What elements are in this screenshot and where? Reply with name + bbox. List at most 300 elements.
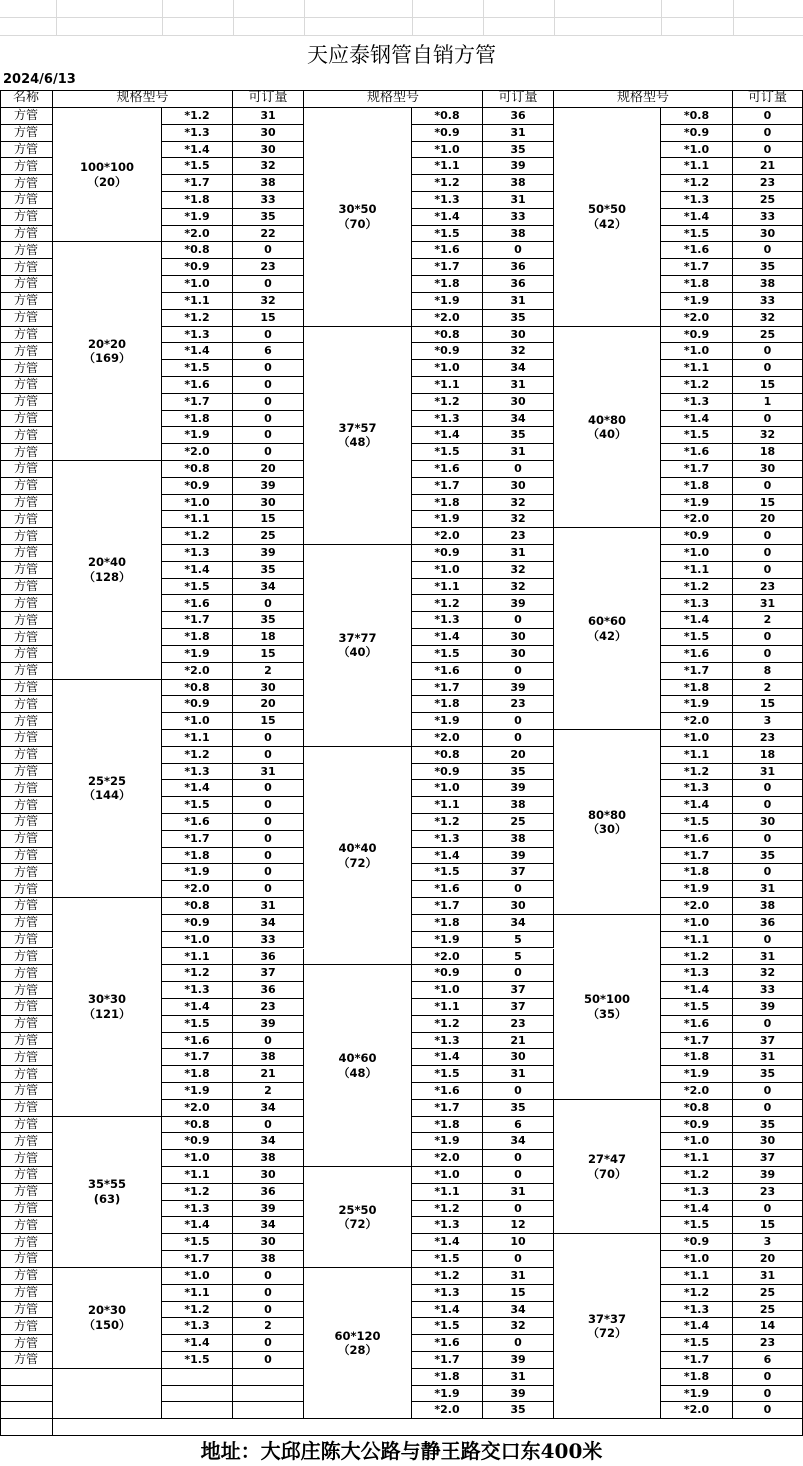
quantity-cell: 0 (233, 780, 304, 797)
thickness-cell: *1.8 (162, 848, 233, 865)
quantity-cell: 25 (733, 1302, 803, 1319)
thickness-cell: *1.3 (661, 394, 733, 411)
thickness-cell: *1.6 (412, 1335, 483, 1352)
spec-size: 30*50 (338, 202, 377, 217)
quantity-cell: 0 (733, 562, 803, 579)
thickness-cell: *1.9 (412, 713, 483, 730)
product-name-cell: 方管 (0, 175, 53, 192)
quantity-cell: 0 (733, 125, 803, 142)
quantity-cell: 31 (483, 192, 554, 209)
thickness-cell: *1.4 (162, 1335, 233, 1352)
quantity-cell: 34 (233, 579, 304, 596)
quantity-cell: 21 (233, 1066, 304, 1083)
quantity-cell: 36 (233, 982, 304, 999)
quantity-cell: 15 (233, 511, 304, 528)
thickness-cell: *1.0 (162, 495, 233, 512)
quantity-cell: 0 (233, 377, 304, 394)
quantity-cell: 0 (483, 612, 554, 629)
quantity-cell: 0 (233, 394, 304, 411)
quantity-cell: 0 (233, 831, 304, 848)
thickness-cell: *0.9 (162, 259, 233, 276)
thickness-cell: *1.3 (661, 965, 733, 982)
thickness-cell: *0.8 (412, 747, 483, 764)
quantity-cell: 30 (483, 394, 554, 411)
thickness-cell: *1.9 (661, 495, 733, 512)
product-name-cell: 方管 (0, 1167, 53, 1184)
quantity-cell: 0 (233, 276, 304, 293)
thickness-cell: *1.9 (661, 293, 733, 310)
quantity-cell: 0 (233, 411, 304, 428)
product-name-cell: 方管 (0, 310, 53, 327)
thickness-cell: *1.6 (412, 461, 483, 478)
quantity-cell: 0 (483, 881, 554, 898)
product-name-cell: 方管 (0, 528, 53, 545)
thickness-cell: *1.4 (162, 999, 233, 1016)
thickness-cell: *1.8 (661, 864, 733, 881)
thickness-cell: *2.0 (412, 310, 483, 327)
spec-size: 60*120 (334, 1328, 381, 1343)
quantity-cell: 31 (733, 881, 803, 898)
header-spec: 规格型号 (554, 90, 733, 108)
thickness-cell: *1.3 (661, 780, 733, 797)
spec-count: （48） (337, 1065, 377, 1080)
thickness-cell: *1.8 (661, 680, 733, 697)
quantity-cell: 6 (733, 1352, 803, 1369)
product-name-cell: 方管 (0, 411, 53, 428)
thickness-cell: *1.9 (162, 646, 233, 663)
quantity-cell: 38 (483, 797, 554, 814)
quantity-cell: 35 (483, 310, 554, 327)
thickness-cell: *1.5 (661, 814, 733, 831)
thickness-cell: *1.0 (162, 1150, 233, 1167)
quantity-cell: 0 (733, 864, 803, 881)
product-name-cell: 方管 (0, 495, 53, 512)
thickness-cell: *1.7 (661, 1352, 733, 1369)
quantity-cell: 23 (483, 1016, 554, 1033)
quantity-cell: 32 (483, 1318, 554, 1335)
thickness-cell: *1.1 (412, 158, 483, 175)
quantity-cell: 31 (733, 949, 803, 966)
thickness-cell: *1.7 (162, 175, 233, 192)
quantity-cell: 20 (483, 747, 554, 764)
quantity-cell: 31 (483, 125, 554, 142)
quantity-cell: 15 (483, 1285, 554, 1302)
quantity-cell: 35 (483, 764, 554, 781)
quantity-cell: 30 (733, 226, 803, 243)
product-name-cell: 方管 (0, 327, 53, 344)
product-name-cell: 方管 (0, 730, 53, 747)
product-name-cell: 方管 (0, 932, 53, 949)
thickness-cell: *1.0 (412, 360, 483, 377)
thickness-cell: *1.3 (412, 831, 483, 848)
quantity-cell: 30 (483, 646, 554, 663)
quantity-cell: 36 (483, 259, 554, 276)
quantity-cell (233, 1369, 304, 1386)
product-name-cell (0, 1402, 53, 1419)
thickness-cell: *1.9 (412, 1386, 483, 1403)
spec-count: （40） (587, 426, 627, 441)
quantity-cell: 31 (483, 1268, 554, 1285)
quantity-cell: 37 (733, 1033, 803, 1050)
thickness-cell: *0.9 (661, 1234, 733, 1251)
spec-count: （72） (337, 855, 377, 870)
quantity-cell: 0 (733, 411, 803, 428)
thickness-cell: *1.8 (661, 1049, 733, 1066)
quantity-cell: 30 (233, 1167, 304, 1184)
thickness-cell: *0.8 (162, 680, 233, 697)
spec-group-cell (53, 680, 162, 899)
quantity-cell: 0 (233, 747, 304, 764)
quantity-cell: 37 (483, 999, 554, 1016)
quantity-cell: 30 (233, 495, 304, 512)
thickness-cell: *1.2 (162, 965, 233, 982)
quantity-cell: 2 (233, 663, 304, 680)
quantity-cell: 0 (483, 242, 554, 259)
spec-count: （42） (587, 216, 627, 231)
thickness-cell: *1.8 (412, 495, 483, 512)
thickness-cell: *1.4 (661, 612, 733, 629)
thickness-cell: *1.4 (412, 848, 483, 865)
thickness-cell: *1.3 (661, 1302, 733, 1319)
thickness-cell (162, 1386, 233, 1403)
quantity-cell: 0 (233, 1268, 304, 1285)
thickness-cell: *1.5 (661, 629, 733, 646)
quantity-cell: 36 (483, 276, 554, 293)
quantity-cell: 18 (733, 747, 803, 764)
spec-count: （169） (83, 351, 131, 366)
thickness-cell: *1.4 (412, 1302, 483, 1319)
product-name-cell: 方管 (0, 797, 53, 814)
thickness-cell: *2.0 (162, 444, 233, 461)
spec-size: 50*50 (587, 202, 627, 217)
product-name-cell: 方管 (0, 1033, 53, 1050)
spec-count: （70） (337, 216, 377, 231)
thickness-cell: *1.9 (412, 293, 483, 310)
thickness-cell: *1.9 (162, 209, 233, 226)
thickness-cell: *0.9 (412, 125, 483, 142)
quantity-cell: 39 (233, 478, 304, 495)
thickness-cell: *1.1 (412, 579, 483, 596)
quantity-cell: 0 (733, 629, 803, 646)
product-name-cell: 方管 (0, 1184, 53, 1201)
quantity-cell: 31 (483, 377, 554, 394)
thickness-cell: *1.6 (661, 646, 733, 663)
product-name-cell: 方管 (0, 192, 53, 209)
quantity-cell: 0 (733, 108, 803, 125)
product-name-cell: 方管 (0, 680, 53, 697)
header-spec: 规格型号 (53, 90, 233, 108)
thickness-cell: *1.6 (661, 831, 733, 848)
quantity-cell (233, 1386, 304, 1403)
product-name-cell: 方管 (0, 562, 53, 579)
quantity-cell: 0 (733, 1369, 803, 1386)
product-name-cell: 方管 (0, 226, 53, 243)
quantity-cell: 36 (233, 949, 304, 966)
quantity-cell: 38 (483, 831, 554, 848)
product-name-cell (0, 1369, 53, 1386)
quantity-cell: 25 (733, 327, 803, 344)
spec-size: 40*60 (338, 1051, 377, 1066)
spec-size: 40*80 (587, 412, 627, 427)
thickness-cell: *1.3 (162, 327, 233, 344)
quantity-cell: 0 (733, 1100, 803, 1117)
thickness-cell: *2.0 (162, 226, 233, 243)
quantity-cell: 0 (233, 444, 304, 461)
thickness-cell: *1.3 (162, 982, 233, 999)
thickness-cell: *1.5 (661, 1335, 733, 1352)
thickness-cell: *1.7 (412, 1100, 483, 1117)
thickness-cell: *1.3 (412, 612, 483, 629)
quantity-cell: 34 (483, 411, 554, 428)
header-spec: 规格型号 (304, 90, 483, 108)
quantity-cell: 39 (483, 1352, 554, 1369)
thickness-cell: *0.9 (412, 343, 483, 360)
thickness-cell: *2.0 (412, 730, 483, 747)
thickness-cell: *1.4 (412, 209, 483, 226)
quantity-cell: 25 (483, 814, 554, 831)
product-name-cell (0, 1386, 53, 1403)
quantity-cell: 18 (233, 629, 304, 646)
quantity-cell: 35 (733, 848, 803, 865)
thickness-cell: *0.8 (661, 1100, 733, 1117)
quantity-cell: 37 (483, 864, 554, 881)
quantity-cell: 0 (733, 545, 803, 562)
quantity-cell: 38 (483, 175, 554, 192)
quantity-cell: 0 (733, 1083, 803, 1100)
thickness-cell: *1.9 (412, 1133, 483, 1150)
thickness-cell: *1.1 (412, 797, 483, 814)
thickness-cell: *1.8 (162, 411, 233, 428)
thickness-cell: *1.9 (412, 932, 483, 949)
quantity-cell: 0 (233, 1302, 304, 1319)
thickness-cell: *1.4 (162, 343, 233, 360)
thickness-cell: *1.7 (162, 831, 233, 848)
quantity-cell: 33 (733, 982, 803, 999)
quantity-cell: 0 (733, 831, 803, 848)
thickness-cell: *1.8 (412, 1369, 483, 1386)
thickness-cell: *1.5 (412, 1066, 483, 1083)
quantity-cell: 31 (483, 444, 554, 461)
thickness-cell: *1.1 (412, 377, 483, 394)
quantity-cell: 33 (233, 932, 304, 949)
thickness-cell: *1.8 (661, 276, 733, 293)
quantity-cell: 23 (483, 528, 554, 545)
quantity-cell: 6 (233, 343, 304, 360)
quantity-cell: 15 (733, 696, 803, 713)
quantity-cell: 0 (483, 1167, 554, 1184)
report-date: 2024/6/13 (3, 72, 76, 87)
thickness-cell: *1.1 (661, 932, 733, 949)
spec-group-cell (554, 1100, 661, 1234)
quantity-cell: 38 (483, 226, 554, 243)
thickness-cell: *1.1 (661, 1268, 733, 1285)
product-name-cell: 方管 (0, 1251, 53, 1268)
thickness-cell: *1.0 (661, 1133, 733, 1150)
thickness-cell: *1.2 (412, 1268, 483, 1285)
thickness-cell: *0.9 (661, 1117, 733, 1134)
thickness-cell: *1.1 (661, 1150, 733, 1167)
product-name-cell: 方管 (0, 478, 53, 495)
quantity-cell: 0 (733, 142, 803, 159)
product-name-cell: 方管 (0, 1066, 53, 1083)
thickness-cell: *1.5 (162, 360, 233, 377)
spec-count: （144） (83, 788, 131, 803)
thickness-cell: *1.4 (162, 562, 233, 579)
thickness-cell: *1.2 (162, 747, 233, 764)
address-footer: 地址：大邱庄陈大公路与静王路交口东400米 (200, 1439, 603, 1463)
quantity-cell: 30 (733, 814, 803, 831)
quantity-cell: 10 (483, 1234, 554, 1251)
quantity-cell: 0 (233, 1033, 304, 1050)
thickness-cell: *1.5 (412, 646, 483, 663)
thickness-cell: *1.2 (661, 579, 733, 596)
header-name: 名称 (0, 90, 53, 108)
thickness-cell: *2.0 (661, 1083, 733, 1100)
quantity-cell: 31 (733, 1049, 803, 1066)
thickness-cell: *1.7 (412, 478, 483, 495)
thickness-cell: *1.1 (162, 949, 233, 966)
product-name-cell: 方管 (0, 1083, 53, 1100)
thickness-cell: *1.7 (412, 1352, 483, 1369)
thickness-cell: *1.2 (661, 1285, 733, 1302)
thickness-cell: *1.6 (661, 444, 733, 461)
sheet-gridlines (0, 0, 803, 36)
spec-group-cell (304, 1268, 412, 1419)
quantity-cell: 12 (483, 1217, 554, 1234)
product-name-cell: 方管 (0, 158, 53, 175)
thickness-cell: *1.0 (661, 142, 733, 159)
quantity-cell: 3 (733, 1234, 803, 1251)
quantity-cell: 30 (233, 142, 304, 159)
product-name-cell: 方管 (0, 360, 53, 377)
quantity-cell: 22 (233, 226, 304, 243)
thickness-cell: *1.6 (162, 595, 233, 612)
product-name-cell: 方管 (0, 1016, 53, 1033)
product-name-cell: 方管 (0, 125, 53, 142)
quantity-cell: 34 (483, 1133, 554, 1150)
thickness-cell: *1.9 (412, 511, 483, 528)
product-name-cell: 方管 (0, 108, 53, 125)
thickness-cell: *1.1 (412, 1184, 483, 1201)
quantity-cell: 2 (233, 1318, 304, 1335)
thickness-cell: *1.3 (162, 545, 233, 562)
product-name-cell: 方管 (0, 965, 53, 982)
thickness-cell: *0.8 (162, 898, 233, 915)
quantity-cell: 0 (233, 1335, 304, 1352)
thickness-cell (162, 1402, 233, 1419)
quantity-cell: 38 (733, 898, 803, 915)
product-name-cell: 方管 (0, 259, 53, 276)
quantity-cell: 0 (483, 713, 554, 730)
quantity-cell: 36 (233, 1184, 304, 1201)
thickness-cell: *1.1 (162, 511, 233, 528)
thickness-cell: *2.0 (412, 949, 483, 966)
spec-size: 30*30 (87, 992, 127, 1007)
thickness-cell: *1.6 (412, 1083, 483, 1100)
quantity-cell: 30 (483, 1049, 554, 1066)
product-name-cell: 方管 (0, 427, 53, 444)
quantity-cell: 2 (233, 1083, 304, 1100)
quantity-cell: 33 (733, 293, 803, 310)
thickness-cell: *2.0 (412, 1150, 483, 1167)
quantity-cell: 0 (483, 1251, 554, 1268)
quantity-cell: 0 (233, 814, 304, 831)
quantity-cell: 0 (733, 360, 803, 377)
thickness-cell: *0.8 (162, 1117, 233, 1134)
quantity-cell: 0 (233, 797, 304, 814)
quantity-cell: 32 (233, 158, 304, 175)
quantity-cell: 37 (483, 982, 554, 999)
quantity-cell: 15 (233, 310, 304, 327)
quantity-cell: 5 (483, 932, 554, 949)
quantity-cell: 37 (733, 1150, 803, 1167)
thickness-cell: *1.6 (412, 881, 483, 898)
product-name-cell: 方管 (0, 629, 53, 646)
thickness-cell: *1.9 (162, 864, 233, 881)
thickness-cell: *1.1 (162, 293, 233, 310)
product-name-cell: 方管 (0, 1318, 53, 1335)
product-name-cell: 方管 (0, 1234, 53, 1251)
quantity-cell: 33 (233, 192, 304, 209)
spec-group-cell (304, 108, 412, 327)
quantity-cell: 20 (233, 696, 304, 713)
quantity-cell: 30 (483, 629, 554, 646)
thickness-cell: *1.4 (162, 1217, 233, 1234)
thickness-cell: *0.9 (162, 696, 233, 713)
thickness-cell: *1.3 (412, 1285, 483, 1302)
quantity-cell: 15 (233, 713, 304, 730)
quantity-cell: 34 (233, 1217, 304, 1234)
spec-count: （42） (587, 628, 627, 643)
thickness-cell: *1.5 (162, 1016, 233, 1033)
thickness-cell: *1.4 (412, 427, 483, 444)
quantity-cell: 15 (733, 495, 803, 512)
quantity-cell: 0 (733, 1201, 803, 1218)
quantity-cell: 34 (483, 360, 554, 377)
thickness-cell: *2.0 (412, 528, 483, 545)
quantity-cell: 23 (233, 259, 304, 276)
spec-group-cell (53, 242, 162, 461)
quantity-cell: 0 (483, 1083, 554, 1100)
spec-size: 37*57 (338, 420, 377, 435)
spec-group-cell (554, 528, 661, 730)
thickness-cell: *0.9 (162, 478, 233, 495)
quantity-cell: 23 (233, 999, 304, 1016)
quantity-cell: 0 (483, 663, 554, 680)
quantity-cell: 31 (233, 108, 304, 125)
thickness-cell: *1.5 (412, 226, 483, 243)
thickness-cell: *1.1 (162, 1285, 233, 1302)
quantity-cell: 0 (483, 461, 554, 478)
thickness-cell: *1.2 (661, 764, 733, 781)
quantity-cell: 39 (483, 1386, 554, 1403)
quantity-cell: 36 (483, 108, 554, 125)
thickness-cell: *1.0 (661, 915, 733, 932)
quantity-cell: 39 (233, 545, 304, 562)
thickness-cell: *1.7 (661, 259, 733, 276)
thickness-cell: *1.7 (162, 1251, 233, 1268)
spec-group-cell (554, 1234, 661, 1419)
thickness-cell: *1.7 (162, 394, 233, 411)
product-name-cell: 方管 (0, 1133, 53, 1150)
quantity-cell: 0 (733, 1016, 803, 1033)
quantity-cell: 0 (233, 427, 304, 444)
thickness-cell: *1.1 (162, 730, 233, 747)
thickness-cell: *1.2 (661, 949, 733, 966)
inventory-table (0, 90, 803, 1436)
product-name-cell: 方管 (0, 612, 53, 629)
quantity-cell: 39 (483, 158, 554, 175)
